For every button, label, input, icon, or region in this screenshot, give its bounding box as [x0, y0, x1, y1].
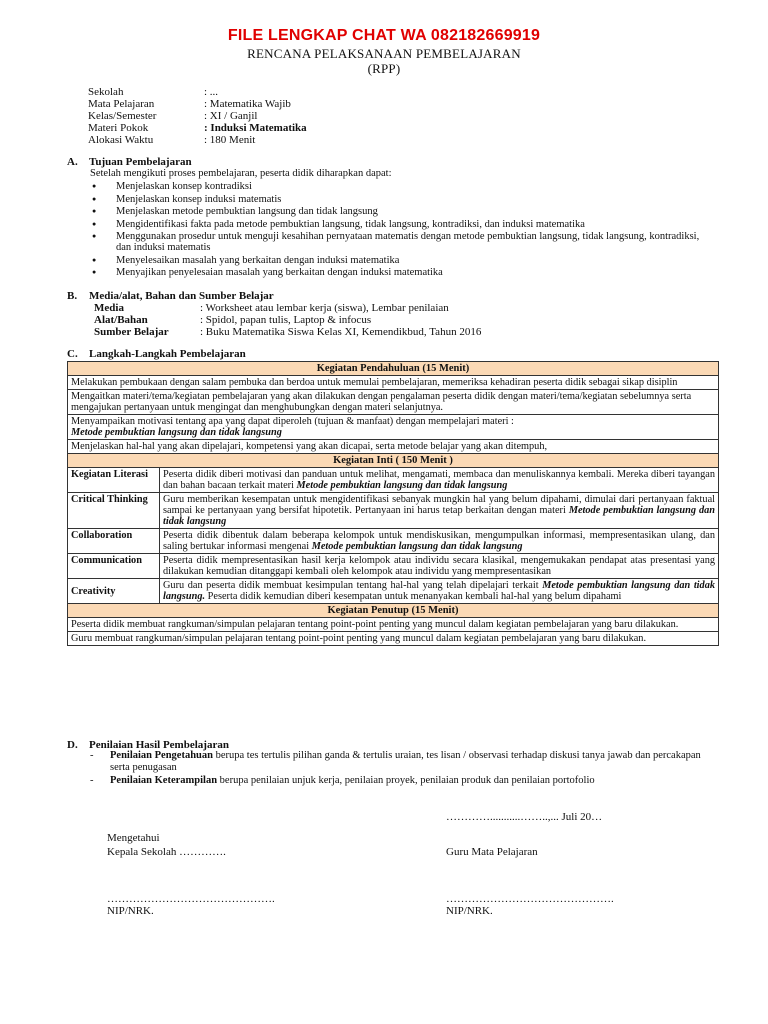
activity-body-cont: Peserta didik kemudian diberi kesempatan untuk menanyakan kembali hal-hal yang belum dipahami	[205, 591, 622, 602]
section-title: Penilaian Hasil Pembelajaran	[89, 739, 229, 751]
identity-value: : Induksi Matematika	[204, 122, 307, 134]
activity-text	[160, 468, 719, 493]
section-a-heading	[67, 156, 192, 168]
media-label: Sumber Belajar	[94, 326, 169, 338]
cell-text: Menyampaikan motivasi tentang apa yang dapat diperoleh (tujuan & manfaat) dengan mempelajari materi :	[71, 416, 514, 427]
identity-value: : ...	[204, 86, 219, 98]
assessment-list	[90, 750, 720, 788]
signature-left-nip: NIP/NRK.	[107, 905, 154, 917]
section-title: Langkah-Langkah Pembelajaran	[89, 348, 246, 360]
list-item	[90, 775, 720, 787]
activity-text	[160, 493, 719, 529]
identity-label: Kelas/Semester	[88, 110, 157, 122]
activity-body: Peserta didik mempresentasikan hasil kerja kelompok atau individu secara klasikal, mengemukakan pendapat atas presentasi yang dilakukan kemudian ditanggapi kembali oleh kelompok atau individu yang mempresentasikan	[163, 555, 715, 577]
activity-body: Peserta didik dibentuk dalam beberapa kelompok untuk mendiskusikan, mengumpulkan informasi, mempresentasikan ulang, dan saling bertukar informasi mengenai	[163, 530, 715, 552]
section-c-heading	[67, 348, 246, 360]
media-row	[94, 314, 481, 326]
promo-banner: FILE LENGKAP CHAT WA 082182669919	[227, 27, 541, 44]
section-a-intro: Setelah mengikuti proses pembelajaran, peserta didik diharapkan dapat:	[90, 168, 392, 179]
assessment-name: Penilaian Keterampilan	[110, 775, 218, 786]
media-value: : Worksheet atau lembar kerja (siswa), Lembar penilaian	[200, 302, 449, 314]
activity-emphasis: Metode pembuktian langsung dan tidak langsung	[163, 505, 715, 527]
list-item: ● Menjelaskan konsep kontradiksi	[90, 181, 710, 192]
activity-label: Collaboration	[68, 529, 160, 554]
signature-date: …………...........……..,... Juli 20…	[446, 811, 603, 823]
activity-label: Kegiatan Literasi	[68, 468, 160, 493]
pendahuluan-header: Kegiatan Pendahuluan (15 Menit)	[68, 362, 719, 376]
table-cell: Peserta didik membuat rangkuman/simpulan pelajaran tentang point-point penting yang muncul dalam kegiatan pembelajaran yang baru dilakukan.	[68, 618, 719, 632]
section-number: C.	[67, 348, 78, 360]
identity-row	[88, 122, 307, 134]
activity-body: Guru dan peserta didik membuat kesimpulan tentang hal-hal yang telah dipelajari terkait	[163, 580, 543, 591]
activity-emphasis: Metode pembuktian langsung dan tidak langsung	[311, 541, 523, 552]
media-label: Media	[94, 302, 124, 314]
inti-header: Kegiatan Inti ( 150 Menit )	[68, 454, 719, 468]
objective-list	[90, 181, 710, 280]
identity-row	[88, 134, 307, 146]
section-title: Tujuan Pembelajaran	[89, 156, 192, 168]
identity-label: Materi Pokok	[88, 122, 149, 134]
media-block	[94, 302, 481, 338]
section-number: D.	[67, 739, 78, 751]
section-b-heading	[67, 290, 274, 302]
signature-left-title: Mengetahui	[107, 832, 160, 844]
table-cell: Menjelaskan hal-hal yang akan dipelajari, kompetensi yang akan dicapai, serta metode belajar yang akan ditempuh,	[68, 440, 719, 454]
identity-block	[88, 86, 307, 146]
penutup-header: Kegiatan Penutup (15 Menit)	[68, 604, 719, 618]
identity-value: : 180 Menit	[204, 134, 256, 146]
media-row	[94, 326, 481, 338]
identity-value: : Matematika Wajib	[204, 98, 291, 110]
signature-left-line: ……………………………………….	[107, 893, 275, 905]
table-cell	[68, 415, 719, 440]
list-item: ● Menyajikan penyelesaian masalah yang berkaitan dengan induksi matematika	[90, 267, 710, 278]
media-row	[94, 302, 481, 314]
signature-left-role: Kepala Sekolah ………….	[107, 846, 226, 858]
activity-text	[160, 579, 719, 604]
table-cell: Melakukan pembukaan dengan salam pembuka dan berdoa untuk memulai pembelajaran, memeriksa kehadiran peserta didik sebagai sikap disiplin	[68, 376, 719, 390]
activity-emphasis: Metode pembuktian langsung dan tidak langsung.	[163, 580, 715, 602]
list-item: ● Menggunakan prosedur untuk menguji kesahihan pernyataan matematis dengan metode pembuktian langsung, tidak langsung, kontradiksi, dan induksi matematis	[90, 231, 710, 253]
activity-text	[160, 554, 719, 579]
activity-label: Critical Thinking	[68, 493, 160, 529]
activity-text	[160, 529, 719, 554]
assessment-desc: berupa tes tertulis pilihan ganda & tertulis uraian, tes lisan / observasi terhadap diskusi tanya jawab dan percakapan serta penugasan	[110, 750, 701, 773]
learning-steps-table	[67, 361, 719, 646]
activity-emphasis: Metode pembuktian langsung dan tidak langsung	[296, 480, 508, 491]
identity-label: Sekolah	[88, 86, 124, 98]
cell-emphasis: Metode pembuktian langsung dan tidak langsung	[71, 427, 282, 438]
list-item: ● Menjelaskan metode pembuktian langsung dan tidak langsung	[90, 206, 710, 217]
media-value: : Spidol, papan tulis, Laptop & infocus	[200, 314, 372, 326]
signature-right-line: ……………………………………….	[446, 893, 614, 905]
document-subtitle: (RPP)	[367, 61, 401, 76]
list-item	[90, 750, 720, 774]
assessment-name: Penilaian Pengetahuan	[110, 750, 213, 761]
identity-value: : XI / Ganjil	[204, 110, 258, 122]
table-cell: Mengaitkan materi/tema/kegiatan pembelajaran yang akan dilakukan dengan pengalaman peserta didik dengan materi/tema/kegiatan sebelumnya serta mengajukan pertanyaan untuk mengingat dan menghubungkan dengan materi selanjutnya.	[68, 390, 719, 415]
list-item: ● Menjelaskan konsep induksi matematis	[90, 194, 710, 205]
identity-label: Alokasi Waktu	[88, 134, 154, 146]
list-item: ● Menyelesaikan masalah yang berkaitan dengan induksi matematika	[90, 255, 710, 266]
document-title: RENCANA PELAKSANAAN PEMBELAJARAN	[247, 46, 521, 61]
media-label: Alat/Bahan	[94, 314, 148, 326]
signature-right-nip: NIP/NRK.	[446, 905, 493, 917]
list-item: ● Mengidentifikasi fakta pada metode pembuktian langsung, tidak langsung, kontradiksi, dan induksi matematika	[90, 219, 710, 230]
activity-body: Guru memberikan kesempatan untuk mengidentifikasi sebanyak mungkin hal yang belum dipahami, dimulai dari pertanyaan faktual sampai ke pertanyaan yang bersifat hipotetik. Pertanyaan ini harus tetap berkaitan dengan materi	[163, 494, 715, 516]
identity-row	[88, 110, 307, 122]
identity-row	[88, 86, 307, 98]
section-title: Media/alat, Bahan dan Sumber Belajar	[89, 290, 274, 302]
activity-label: Communication	[68, 554, 160, 579]
table-cell: Guru membuat rangkuman/simpulan pelajaran tentang point-point penting yang muncul dalam kegiatan pembelajaran yang baru dilakukan.	[68, 632, 719, 646]
signature-right-role: Guru Mata Pelajaran	[446, 846, 538, 858]
assessment-desc: berupa penilaian unjuk kerja, penilaian proyek, penilaian produk dan penilaian portofolio	[217, 775, 595, 786]
activity-label: Creativity	[68, 579, 160, 604]
identity-label: Mata Pelajaran	[88, 98, 155, 110]
media-value: : Buku Matematika Siswa Kelas XI, Kemendikbud, Tahun 2016	[200, 326, 482, 338]
section-number: A.	[67, 156, 78, 168]
activity-body: Peserta didik diberi motivasi dan panduan untuk melihat, mengamati, membaca dan menuliskannya kembali. Mereka diberi tayangan dan bahan bacaan terkait materi	[163, 469, 715, 491]
section-number: B.	[67, 290, 78, 302]
identity-row	[88, 98, 307, 110]
